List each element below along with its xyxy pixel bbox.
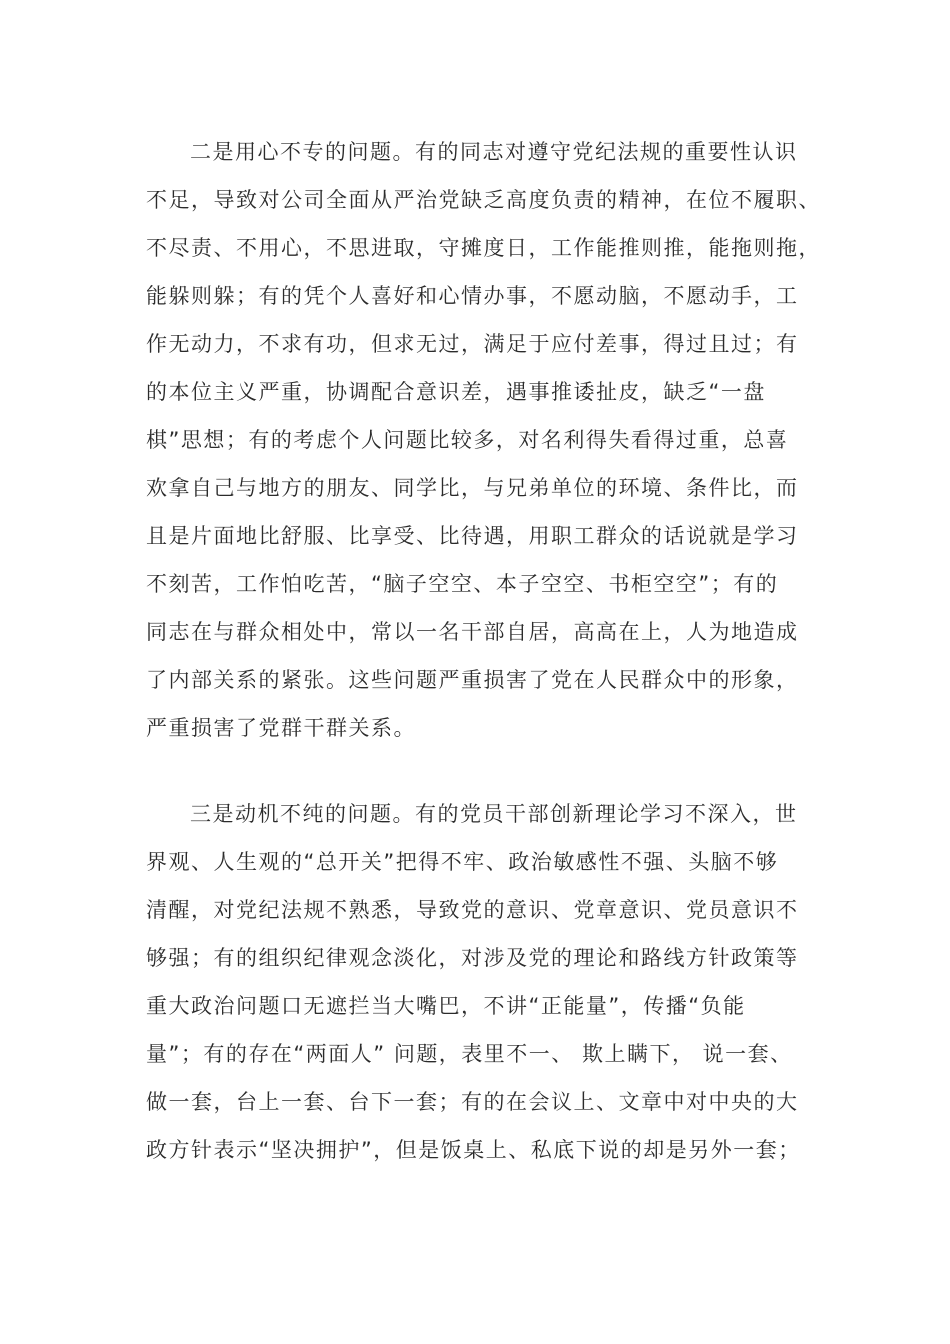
paragraph-line: 不足，导致对公司全面从严治党缺乏高度负责的精神，在位不履职、 xyxy=(146,188,821,212)
paragraph-line: 欢拿自己与地方的朋友、同学比，与兄弟单位的环境、条件比，而 xyxy=(146,476,799,500)
paragraph-problem-two xyxy=(146,128,826,752)
paragraph-problem-three xyxy=(146,790,826,1174)
paragraph-line: 量”；有的存在“两面人” 问题，表里不一、 欺上瞒下， 说一套、 xyxy=(146,1042,793,1066)
paragraph-line: 二是用心不专的问题。有的同志对遵守党纪法规的重要性认识 xyxy=(190,140,798,164)
paragraph-line: 的本位主义严重，协调配合意识差，遇事推诿扯皮，缺乏“一盘 xyxy=(146,380,766,404)
paragraph-line: 不刻苦，工作怕吃苦，“脑子空空、本子空空、书柜空空”；有的 xyxy=(146,572,779,596)
paragraph-line: 能躲则躲；有的凭个人喜好和心情办事，不愿动脑，不愿动手，工 xyxy=(146,284,799,308)
paragraph-line: 政方针表示“坚决拥护”，但是饭桌上、私底下说的却是另外一套； xyxy=(146,1138,801,1162)
paragraph-line: 做一套，台上一套、台下一套；有的在会议上、文章中对中央的大 xyxy=(146,1090,799,1114)
paragraph-line: 重大政治问题口无遮拦当大嘴巴，不讲“正能量”，传播“负能 xyxy=(146,994,746,1018)
paragraph-line: 棋”思想；有的考虑个人问题比较多，对名利得失看得过重，总喜 xyxy=(146,428,789,452)
paragraph-line: 作无动力，不求有功，但求无过，满足于应付差事，得过且过；有 xyxy=(146,332,799,356)
paragraph-line: 严重损害了党群干群关系。 xyxy=(146,716,416,740)
paragraph-line: 够强；有的组织纪律观念淡化，对涉及党的理论和路线方针政策等 xyxy=(146,946,799,970)
paragraph-line: 界观、人生观的“总开关”把得不牢、政治敏感性不强、头脑不够 xyxy=(146,850,779,874)
paragraph-line: 三是动机不纯的问题。有的党员干部创新理论学习不深入，世 xyxy=(190,802,798,826)
paragraph-line: 同志在与群众相处中，常以一名干部自居，高高在上，人为地造成 xyxy=(146,620,799,644)
paragraph-line: 不尽责、不用心，不思进取，守摊度日，工作能推则推，能拖则拖， xyxy=(146,236,821,260)
paragraph-line: 了内部关系的紧张。这些问题严重损害了党在人民群众中的形象， xyxy=(146,668,799,692)
paragraph-line: 清醒，对党纪法规不熟悉，导致党的意识、党章意识、党员意识不 xyxy=(146,898,799,922)
paragraph-line: 且是片面地比舒服、比享受、比待遇，用职工群众的话说就是学习 xyxy=(146,524,799,548)
